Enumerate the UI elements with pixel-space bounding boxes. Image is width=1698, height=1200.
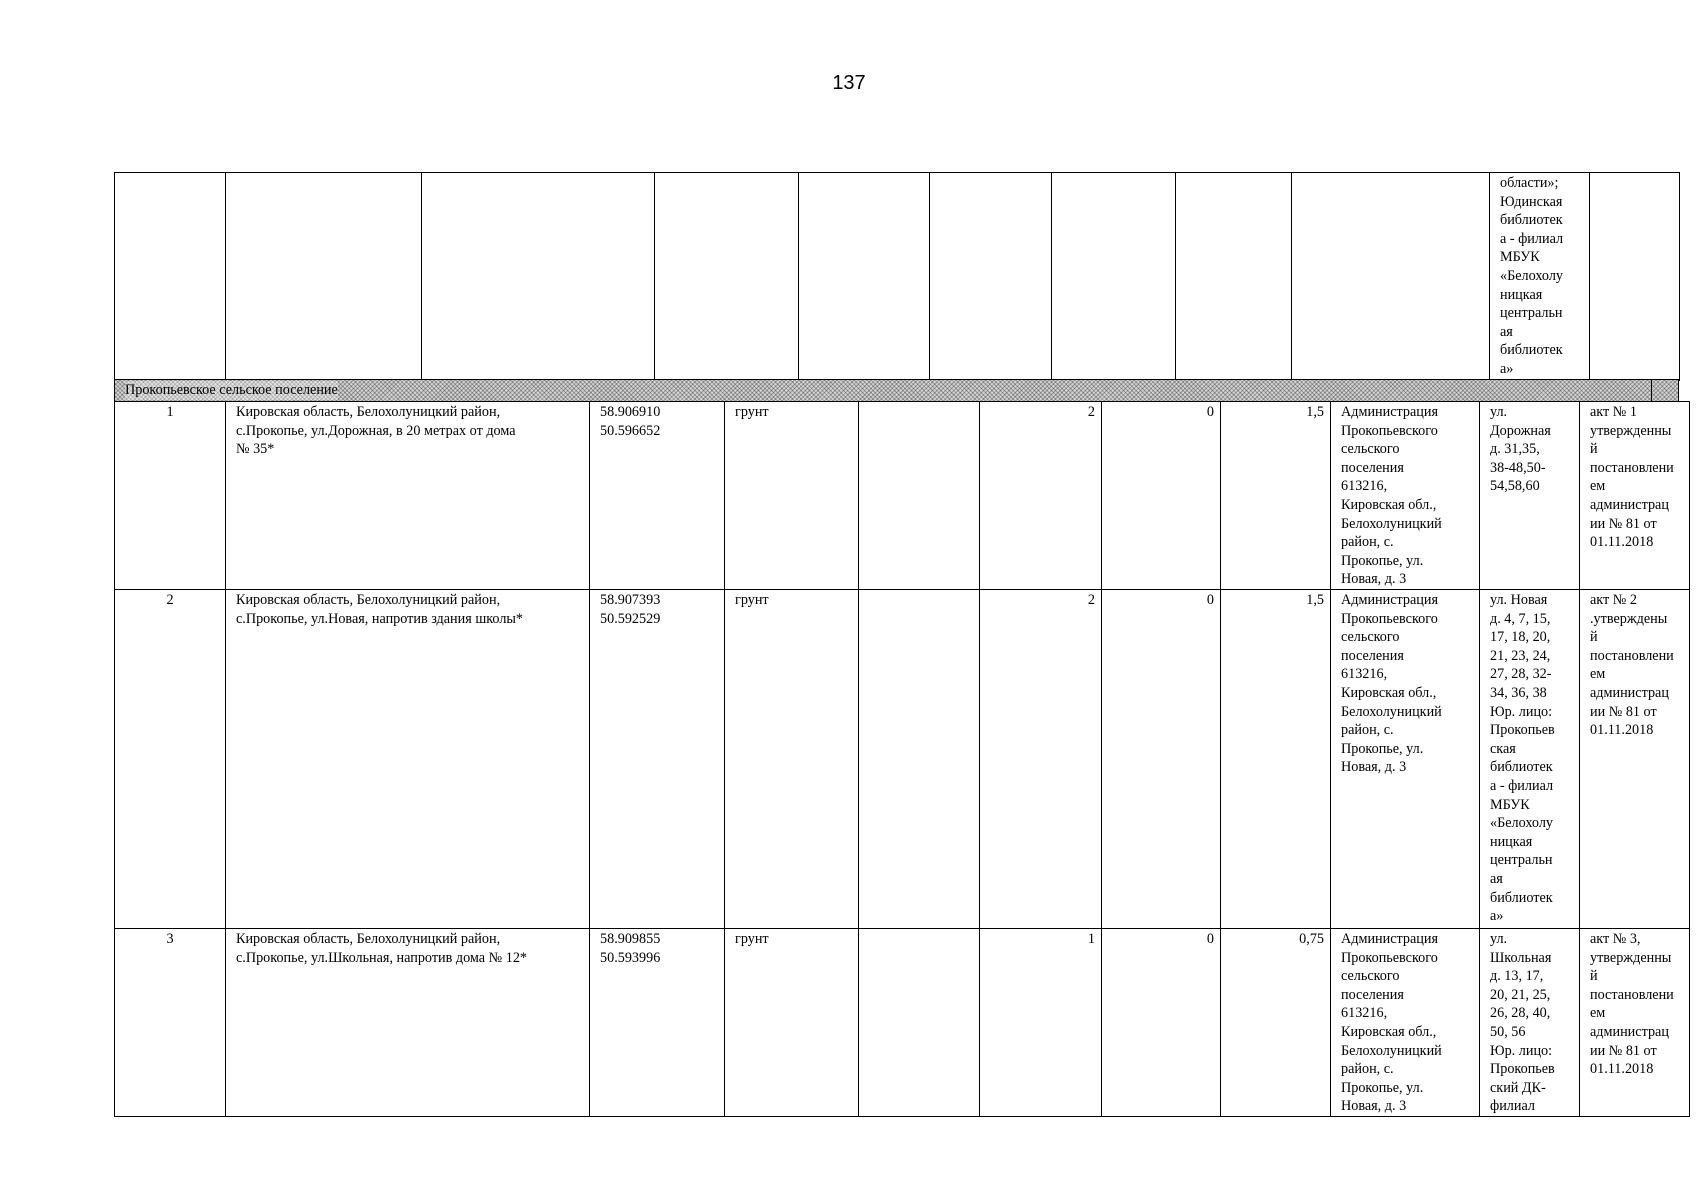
continuation-cell — [1590, 173, 1680, 381]
table-row — [115, 590, 1690, 929]
table-row — [115, 929, 1690, 1117]
section-header — [114, 379, 1679, 402]
sites-table — [114, 401, 1690, 1117]
owner-cell: Администрация Прокопьевского сельского поселения 613216, Кировская обл., Белохолуницкий район, с. Прокопье, ул. Новая, д. 3 — [1331, 402, 1480, 590]
coordinates-cell: 58.909855 50.593996 — [590, 929, 725, 1117]
section-title: Прокопьевское сельское поселение — [125, 382, 338, 398]
page-number: 137 — [832, 72, 866, 94]
address-cell: Кировская область, Белохолуницкий район, с.Прокопье, ул.Дорожная, в 20 метрах от дома № 35* — [226, 402, 590, 590]
count-b-cell: 0 — [1102, 929, 1221, 1117]
address-cell: Кировская область, Белохолуницкий район, с.Прокопье, ул.Новая, напротив здания школы* — [226, 590, 590, 929]
volume-cell: 1,5 — [1221, 590, 1331, 929]
act-cell: акт № 3, утвержденны й постановлени ем администрац ии № 81 от 01.11.2018 — [1580, 929, 1690, 1117]
address-cell: Кировская область, Белохолуницкий район, с.Прокопье, ул.Школьная, напротив дома № 12* — [226, 929, 590, 1117]
section-divider — [1651, 380, 1652, 401]
volume-cell: 0,75 — [1221, 929, 1331, 1117]
empty-cell — [859, 402, 980, 590]
act-cell: акт № 2 .утверждены й постановлени ем администрац ии № 81 от 01.11.2018 — [1580, 590, 1690, 929]
row-number: 2 — [115, 590, 226, 929]
owner-cell: Администрация Прокопьевского сельского поселения 613216, Кировская обл., Белохолуницкий район, с. Прокопье, ул. Новая, д. 3 — [1331, 590, 1480, 929]
owner-cell: Администрация Прокопьевского сельского поселения 613216, Кировская обл., Белохолуницкий район, с. Прокопье, ул. Новая, д. 3 — [1331, 929, 1480, 1117]
continuation-table — [114, 172, 1680, 381]
empty-cell — [859, 590, 980, 929]
continuation-row — [115, 173, 1680, 381]
count-b-cell: 0 — [1102, 402, 1221, 590]
continuation-cell — [930, 173, 1052, 381]
sources-cell: ул. Школьная д. 13, 17, 20, 21, 25, 26, 28, 40, 50, 56 Юр. лицо: Прокопьев ский ДК- филиал — [1480, 929, 1580, 1117]
count-b-cell: 0 — [1102, 590, 1221, 929]
continuation-cell — [1292, 173, 1490, 381]
continuation-cell — [1052, 173, 1176, 381]
continuation-cell — [655, 173, 799, 381]
coordinates-cell: 58.906910 50.596652 — [590, 402, 725, 590]
continuation-cell — [422, 173, 655, 381]
row-number: 1 — [115, 402, 226, 590]
empty-cell — [859, 929, 980, 1117]
continuation-cell — [226, 173, 422, 381]
continuation-cell — [115, 173, 226, 381]
count-a-cell: 1 — [980, 929, 1102, 1117]
surface-cell: грунт — [725, 929, 859, 1117]
sources-cell: ул. Новая д. 4, 7, 15, 17, 18, 20, 21, 23, 24, 27, 28, 32- 34, 36, 38 Юр. лицо: Прокопьев ская библиотек а - филиал МБУК «Белохолу ницкая центральн ая библиотек а» — [1480, 590, 1580, 929]
surface-cell: грунт — [725, 590, 859, 929]
row-number: 3 — [115, 929, 226, 1117]
surface-cell: грунт — [725, 402, 859, 590]
count-a-cell: 2 — [980, 590, 1102, 929]
coordinates-cell: 58.907393 50.592529 — [590, 590, 725, 929]
continuation-recipients-cell: области»; Юдинская библиотек а - филиал МБУК «Белохолу ницкая центральн ая библиотек а» — [1490, 173, 1590, 381]
table-row — [115, 402, 1690, 590]
sources-cell: ул. Дорожная д. 31,35, 38-48,50- 54,58,60 — [1480, 402, 1580, 590]
count-a-cell: 2 — [980, 402, 1102, 590]
volume-cell: 1,5 — [1221, 402, 1331, 590]
act-cell: акт № 1 утвержденны й постановлени ем администрац ии № 81 от 01.11.2018 — [1580, 402, 1690, 590]
continuation-cell — [799, 173, 930, 381]
continuation-cell — [1176, 173, 1292, 381]
